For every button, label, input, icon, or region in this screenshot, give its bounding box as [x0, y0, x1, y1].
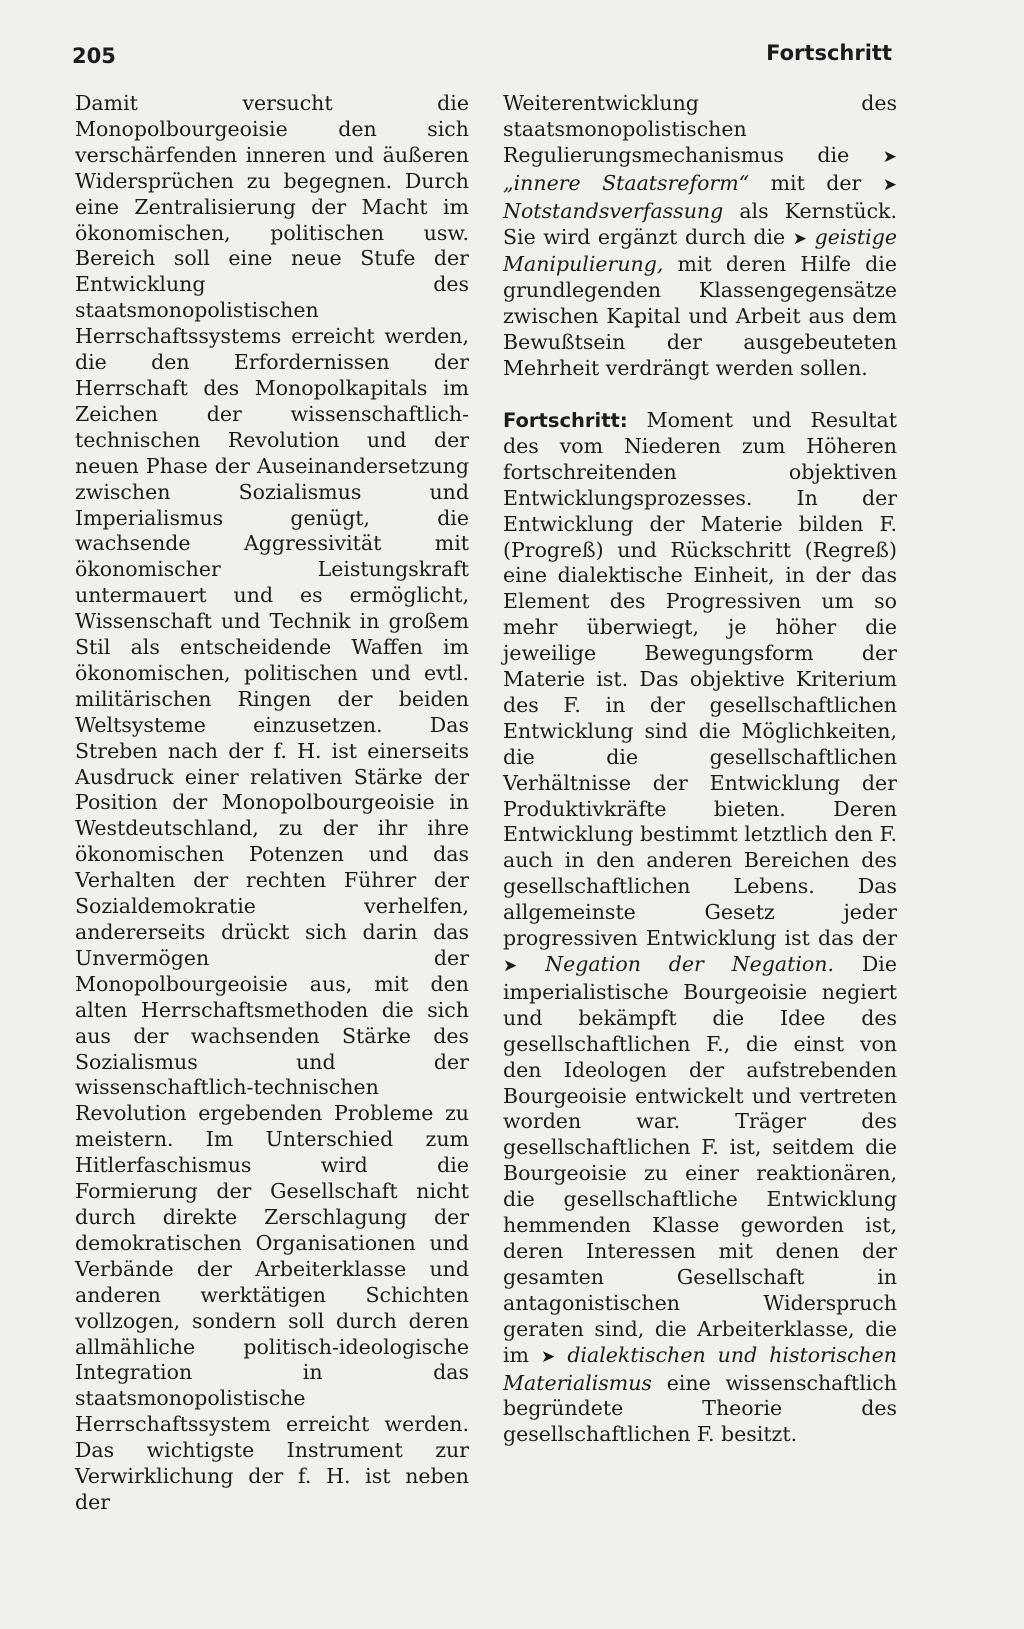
body-text: Weiterentwicklung des staatsmonopolistischen Regulierungsmechanismus die	[503, 91, 897, 167]
running-head: Fortschritt	[766, 41, 892, 65]
headword: Fortschritt:	[503, 408, 628, 432]
body-text: eine wissenschaftlich begründete Theorie des gesellschaftlichen F. besitzt.	[503, 1370, 897, 1447]
cross-reference[interactable]: „innere Staatsreform“	[503, 170, 750, 195]
right-arrow-icon: ➤	[882, 146, 897, 167]
cross-reference[interactable]: dialektischen und historischen Materialismus	[503, 1342, 897, 1395]
right-arrow-icon: ➤	[882, 174, 897, 195]
page-number: 205	[72, 44, 116, 68]
right-arrow-icon: ➤	[792, 228, 808, 249]
right-arrow-icon: ➤	[541, 1346, 556, 1367]
body-text: Moment und Resultat des vom Niederen zum Höheren fortschreitenden objektiven Entwicklungsprozesses. In der Entwicklung der Materie bilden F. (Progreß) und Rückschritt (Regreß) eine dialektische Einheit, in der das Element des Progressiven um so mehr überwiegt, je höher die jeweilige Bewegungsform der Materie ist. Das objektive Kriterium des F. in der gesellschaftlichen Entwicklung sind die Möglichkeiten, die die gesellschaftlichen Verhältnisse der Entwicklung der Produktivkräfte bieten. Deren Entwicklung bestimmt letztlich den F. auch in den anderen Bereichen des gesellschaftlichen Lebens. Das allgemeinste Gesetz jeder progressiven Entwicklung ist das der	[503, 407, 898, 951]
paragraph: Damit versucht die Monopolbourgeoisie den sich verschärfenden inneren und äußeren Widersprüchen zu begegnen. Durch eine Zentralisierung der Macht im ökonomischen, politischen usw. Bereich soll eine neue Stufe der Entwicklung des staatsmonopolistischen Herrschaftssystems erreicht werden, die den Erfordernissen der Herrschaft des Monopolkapitals im Zeichen der wissenschaftlich-technischen Revolution und der neuen Phase der Auseinandersetzung zwischen Sozialismus und Imperialismus genügt, die wachsende Aggressivität mit ökonomischer Leistungskraft untermauert und es ermöglicht, Wissenschaft und Technik in großem Stil als entscheidende Waffen im ökonomischen, politischen und evtl. militärischen Ringen der beiden Weltsysteme einzusetzen. Das Streben nach der f. H. ist einerseits Ausdruck einer relativen Stärke der Position der Monopolbourgeoisie in Westdeutschland, zu der ihr ihre ökonomischen Potenzen und das Verhalten der rechten Führer der Sozialdemokratie verhelfen, andererseits drückt sich darin das Unvermögen der Monopolbourgeoisie aus, mit den alten Herrschaftsmethoden die sich aus der wachsenden Stärke des Sozialismus und der wissenschaftlich-technischen Revolution ergebenden Probleme zu meistern. Im Unterschied zum Hitlerfaschismus wird die Formierung der Gesellschaft nicht durch direkte Zerschlagung der demokratischen Organisationen und Verbände der Arbeiterklasse und anderen werktätigen Schichten vollzogen, sondern soll durch deren allmähliche politisch-ideologische Integration in das staatsmonopolistische Herrschaftssystem erreicht werden. Das wichtigste Instrument zur Verwirklichung der f. H. ist neben der	[75, 91, 469, 1514]
body-text: als Kernstück. Sie wird ergänzt durch die	[503, 198, 897, 249]
cross-reference[interactable]: geistige Manipulierung,	[503, 224, 897, 277]
right-column	[503, 91, 897, 1448]
cross-reference[interactable]: Negation der Negation.	[545, 952, 834, 976]
body-text: mit der	[749, 170, 883, 195]
body-text: mit deren Hilfe die grundlegenden Klassengegensätze zwischen Kapital und Arbeit aus dem Bewußtsein der ausgebeuteten Mehrheit verdrängt werden sollen.	[503, 252, 897, 381]
left-column	[75, 91, 469, 1516]
dictionary-entry	[503, 408, 897, 1448]
paragraph	[503, 91, 897, 382]
cross-reference[interactable]: Notstandsverfassung	[503, 198, 724, 223]
body-text: Die imperialistische Bourgeoisie negiert und bekämpft die Idee des gesellschaftlichen F., die einst von den Ideologen der aufstrebenden Bourgeoisie entwickelt und vertreten worden war. Träger des gesellschaftlichen F. ist, seitdem die Bourgeoisie zu einer reaktionären, die gesellschaftliche Entwicklung hemmenden Klasse geworden ist, deren Interessen mit denen der gesamten Gesellschaft in antagonistischen Widerspruch geraten sind, die Arbeiterklasse, die im	[503, 952, 897, 1367]
right-arrow-icon: ➤	[503, 956, 518, 976]
